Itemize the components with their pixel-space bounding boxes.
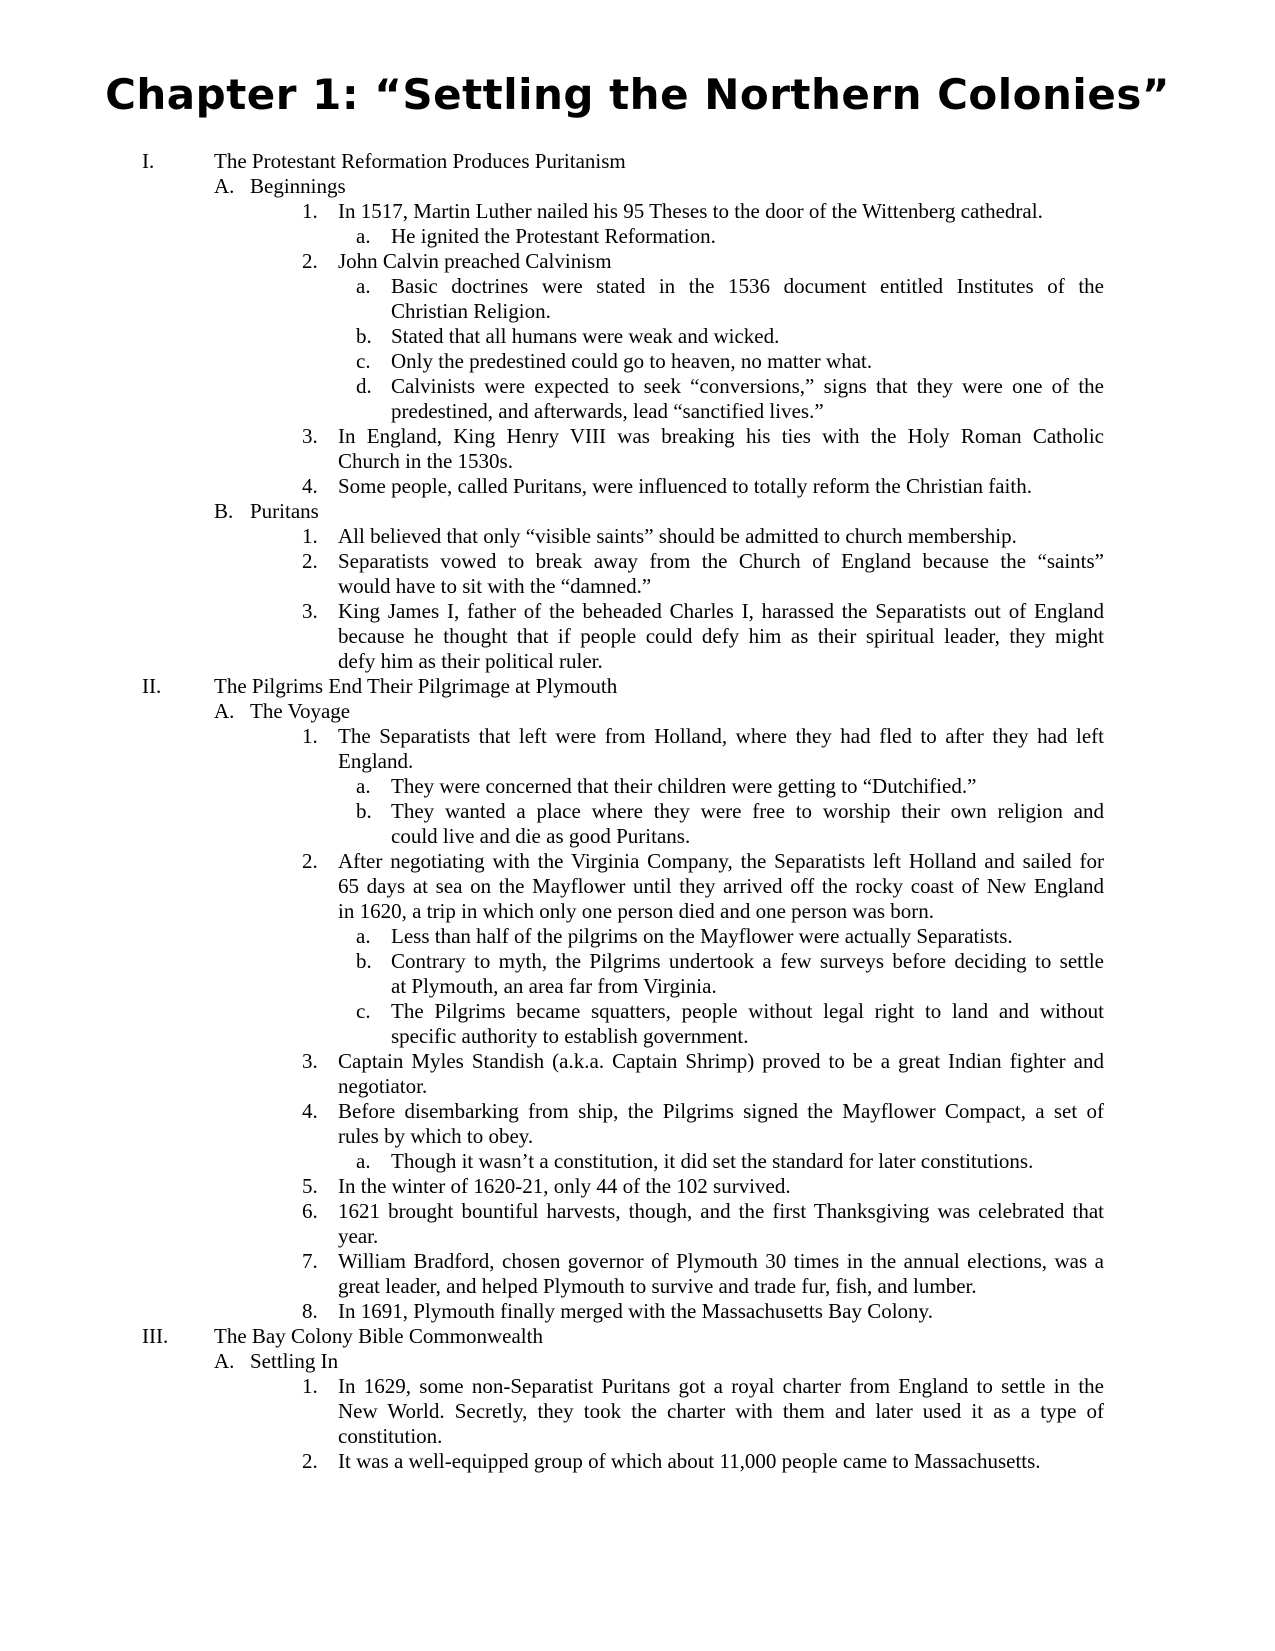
- subitem-letter: a.: [356, 274, 371, 298]
- subitem-letter: a.: [356, 1149, 371, 1173]
- section-numeral: II.: [142, 674, 162, 698]
- subsection-marker: A.: [214, 699, 235, 723]
- list-item-text: England.: [338, 749, 414, 773]
- item-number: 3.: [302, 1049, 318, 1073]
- sub-item-text: Though it wasn’t a constitution, it did set the standard for later constitutions.: [391, 1149, 1034, 1173]
- list-item-text: rules by which to obey.: [338, 1124, 534, 1148]
- sub-item-text: Less than half of the pilgrims on the Mayflower were actually Separatists.: [391, 924, 1013, 948]
- list-item-text: negotiator.: [338, 1074, 428, 1098]
- item-number: 2.: [302, 1449, 318, 1473]
- subitem-letter: c.: [356, 999, 371, 1023]
- subsection-marker: A.: [214, 1349, 235, 1373]
- item-number: 1.: [302, 524, 318, 548]
- subsection-heading: Settling In: [250, 1349, 339, 1373]
- list-item-text: New World. Secretly, they took the charter with them and later used it as a type of: [338, 1399, 1104, 1423]
- item-number: 2.: [302, 849, 318, 873]
- subitem-letter: b.: [356, 949, 372, 973]
- sub-item-text: Calvinists were expected to seek “conversions,” signs that they were one of the: [391, 374, 1104, 398]
- list-item-text: John Calvin preached Calvinism: [338, 249, 612, 273]
- section-numeral: I.: [142, 149, 155, 173]
- sub-item-text: Stated that all humans were weak and wicked.: [391, 324, 780, 348]
- list-item-text: Some people, called Puritans, were influenced to totally reform the Christian faith.: [338, 474, 1032, 498]
- subsection-heading: Beginnings: [250, 174, 346, 198]
- item-number: 7.: [302, 1249, 318, 1273]
- item-number: 5.: [302, 1174, 318, 1198]
- list-item-text: in 1620, a trip in which only one person died and one person was born.: [338, 899, 935, 923]
- subsection-heading: Puritans: [250, 499, 319, 523]
- list-item-text: In England, King Henry VIII was breaking his ties with the Holy Roman Catholic: [338, 424, 1104, 448]
- list-item-text: Separatists vowed to break away from the Church of England because the “saints”: [338, 549, 1104, 573]
- sub-item-text: They wanted a place where they were free to worship their own religion and: [391, 799, 1104, 823]
- list-item-text: In 1691, Plymouth finally merged with the Massachusetts Bay Colony.: [338, 1299, 933, 1323]
- list-item-text: because he thought that if people could defy him as their spiritual leader, they might: [338, 624, 1104, 648]
- subitem-letter: a.: [356, 924, 371, 948]
- sub-item-text: specific authority to establish government.: [391, 1024, 749, 1048]
- sub-item-text: Only the predestined could go to heaven, no matter what.: [391, 349, 873, 373]
- subitem-letter: b.: [356, 799, 372, 823]
- page-title: Chapter 1: “Settling the Northern Colonies”: [105, 70, 1170, 119]
- item-number: 4.: [302, 1099, 318, 1123]
- item-number: 8.: [302, 1299, 318, 1323]
- subsection-marker: A.: [214, 174, 235, 198]
- sub-item-text: could live and die as good Puritans.: [391, 824, 691, 848]
- item-number: 3.: [302, 424, 318, 448]
- sub-item-text: at Plymouth, an area far from Virginia.: [391, 974, 717, 998]
- item-number: 1.: [302, 1374, 318, 1398]
- item-number: 6.: [302, 1199, 318, 1223]
- list-item-text: In 1629, some non-Separatist Puritans got a royal charter from England to settle in the: [338, 1374, 1104, 1398]
- list-item-text: constitution.: [338, 1424, 443, 1448]
- list-item-text: Before disembarking from ship, the Pilgrims signed the Mayflower Compact, a set of: [338, 1099, 1104, 1123]
- item-number: 2.: [302, 549, 318, 573]
- subsection-marker: B.: [214, 499, 234, 523]
- list-item-text: After negotiating with the Virginia Company, the Separatists left Holland and sailed for: [338, 849, 1104, 873]
- sub-item-text: The Pilgrims became squatters, people without legal right to land and without: [391, 999, 1104, 1023]
- list-item-text: 1621 brought bountiful harvests, though, and the first Thanksgiving was celebrated that: [338, 1199, 1104, 1223]
- sub-item-text: He ignited the Protestant Reformation.: [391, 224, 716, 248]
- section-heading: The Bay Colony Bible Commonwealth: [214, 1324, 543, 1348]
- list-item-text: would have to sit with the “damned.”: [338, 574, 652, 598]
- sub-item-text: predestined, and afterwards, lead “sanctified lives.”: [391, 399, 824, 423]
- sub-item-text: They were concerned that their children were getting to “Dutchified.”: [391, 774, 977, 798]
- list-item-text: In the winter of 1620-21, only 44 of the 102 survived.: [338, 1174, 791, 1198]
- item-number: 1.: [302, 724, 318, 748]
- subitem-letter: b.: [356, 324, 372, 348]
- subitem-letter: a.: [356, 224, 371, 248]
- list-item-text: great leader, and helped Plymouth to survive and trade fur, fish, and lumber.: [338, 1274, 977, 1298]
- item-number: 4.: [302, 474, 318, 498]
- subitem-letter: c.: [356, 349, 371, 373]
- list-item-text: year.: [338, 1224, 379, 1248]
- list-item-text: Church in the 1530s.: [338, 449, 513, 473]
- list-item-text: In 1517, Martin Luther nailed his 95 Theses to the door of the Wittenberg cathedral.: [338, 199, 1043, 223]
- sub-item-text: Basic doctrines were stated in the 1536 document entitled Institutes of the: [391, 274, 1104, 298]
- subsection-heading: The Voyage: [250, 699, 351, 723]
- section-heading: The Protestant Reformation Produces Puritanism: [214, 149, 626, 173]
- list-item-text: It was a well-equipped group of which about 11,000 people came to Massachusetts.: [338, 1449, 1041, 1473]
- subitem-letter: a.: [356, 774, 371, 798]
- list-item-text: 65 days at sea on the Mayflower until they arrived off the rocky coast of New England: [338, 874, 1104, 898]
- list-item-text: Captain Myles Standish (a.k.a. Captain Shrimp) proved to be a great Indian fighter and: [338, 1049, 1104, 1073]
- item-number: 3.: [302, 599, 318, 623]
- subitem-letter: d.: [356, 374, 372, 398]
- item-number: 2.: [302, 249, 318, 273]
- list-item-text: King James I, father of the beheaded Charles I, harassed the Separatists out of England: [338, 599, 1104, 623]
- item-number: 1.: [302, 199, 318, 223]
- list-item-text: All believed that only “visible saints” should be admitted to church membership.: [338, 524, 1017, 548]
- list-item-text: defy him as their political ruler.: [338, 649, 603, 673]
- sub-item-text: Contrary to myth, the Pilgrims undertook a few surveys before deciding to settle: [391, 949, 1104, 973]
- section-heading: The Pilgrims End Their Pilgrimage at Plymouth: [214, 674, 618, 698]
- list-item-text: The Separatists that left were from Holland, where they had fled to after they had left: [338, 724, 1104, 748]
- section-numeral: III.: [142, 1324, 169, 1348]
- list-item-text: William Bradford, chosen governor of Plymouth 30 times in the annual elections, was a: [338, 1249, 1104, 1273]
- sub-item-text: Christian Religion.: [391, 299, 551, 323]
